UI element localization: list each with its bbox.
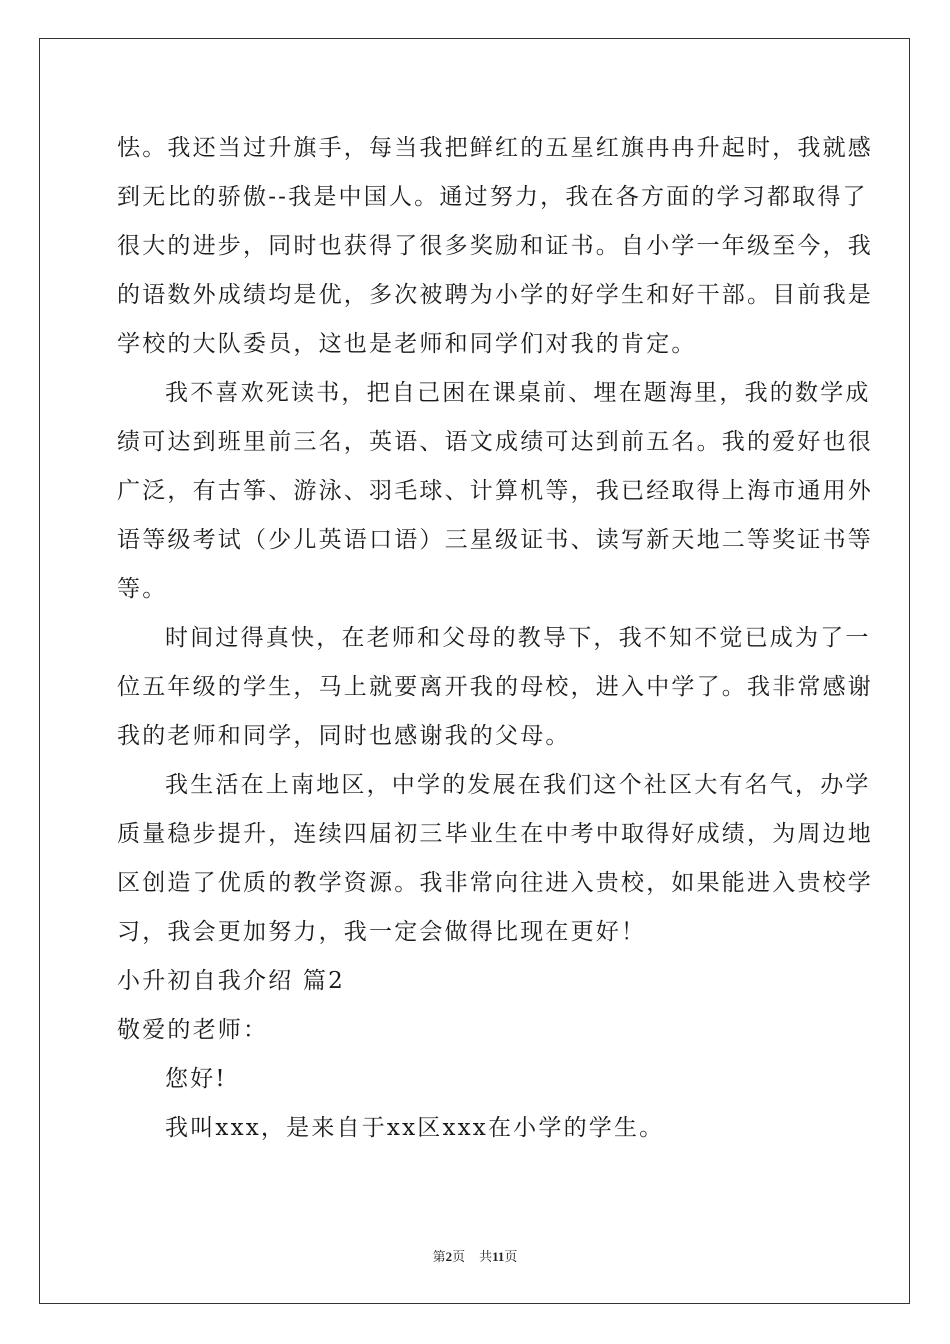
text-line: 区创造了优质的教学资源。我非常向往进入贵校，如果能进入贵校学 xyxy=(117,870,873,896)
document-body xyxy=(117,124,873,1153)
page-footer xyxy=(0,1246,950,1265)
current-page-number: 2 xyxy=(445,1249,453,1264)
text-line: 很大的进步，同时也获得了很多奖励和证书。自小学一年级至今，我 xyxy=(117,233,873,259)
footer-total-prefix: 共 xyxy=(479,1249,493,1264)
text-line: 语等级考试（少儿英语口语）三星级证书、读写新天地二等奖证书等 xyxy=(117,527,873,553)
text-line: 等。 xyxy=(117,576,168,602)
text-line: 的语数外成绩均是优，多次被聘为小学的好学生和好干部。目前我是 xyxy=(117,282,873,308)
text-line: 习，我会更加努力，我一定会做得比现在更好！ xyxy=(117,919,647,945)
text-line: 学校的大队委员，这也是老师和同学们对我的肯定。 xyxy=(117,331,697,357)
text-line: 我的老师和同学，同时也感谢我的父母。 xyxy=(117,723,571,749)
text-line: 怯。我还当过升旗手，每当我把鲜红的五星红旗冉冉升起时，我就感 xyxy=(117,135,873,161)
section-heading: 小升初自我介绍 篇2 xyxy=(117,968,345,994)
total-pages-number: 11 xyxy=(492,1249,505,1264)
paragraph-start-line: 时间过得真快，在老师和父母的教导下，我不知不觉已成为了一 xyxy=(165,625,871,651)
text-line: 绩可达到班里前三名，英语、语文成绩可达到前五名。我的爱好也很 xyxy=(117,429,873,455)
footer-prefix: 第 xyxy=(432,1249,446,1264)
text-line: 到无比的骄傲--我是中国人。通过努力，我在各方面的学习都取得了 xyxy=(117,184,868,210)
greeting: 您好! xyxy=(165,1066,227,1092)
footer-page-suffix: 页 xyxy=(452,1249,466,1264)
paragraph-start-line: 我不喜欢死读书，把自己困在课桌前、埋在题海里，我的数学成 xyxy=(165,380,871,406)
text-line: 位五年级的学生，马上就要离开我的母校，进入中学了。我非常感谢 xyxy=(117,674,873,700)
paragraph-start-line: 我叫xxx，是来自于xx区xxx在小学的学生。 xyxy=(165,1115,665,1141)
footer-total-suffix: 页 xyxy=(504,1249,518,1264)
salutation: 敬爱的老师： xyxy=(117,1017,269,1043)
text-line: 广泛，有古筝、游泳、羽毛球、计算机等，我已经取得上海市通用外 xyxy=(117,478,873,504)
text-line: 质量稳步提升，连续四届初三毕业生在中考中取得好成绩，为周边地 xyxy=(117,821,873,847)
paragraph-start-line: 我生活在上南地区，中学的发展在我们这个社区大有名气，办学 xyxy=(165,772,871,798)
